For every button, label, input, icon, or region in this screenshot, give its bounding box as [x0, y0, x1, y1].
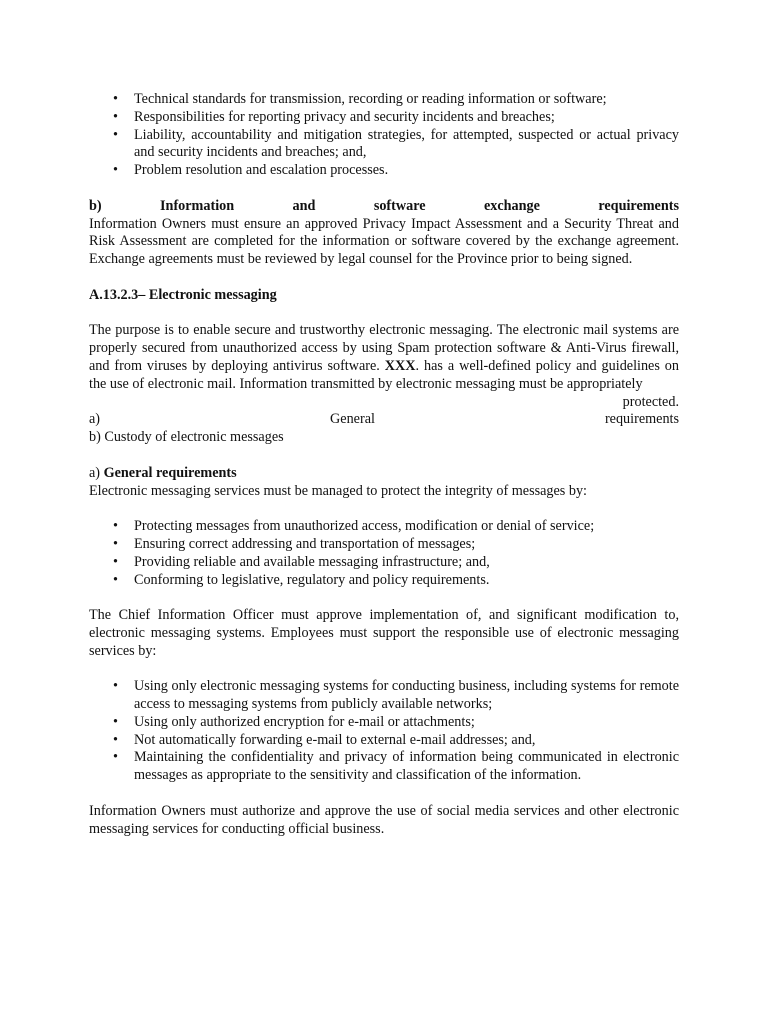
list-item: • Providing reliable and available messaging infrastructure; and, [89, 554, 679, 572]
purpose-text-after: . has a well-defined policy and guidelines on the use of electronic mail. Information transmitted by electronic messaging must be appropriately [89, 357, 679, 392]
list-a-word: requirements [604, 411, 679, 428]
list-item: • Technical standards for transmission, recording or reading information or software; [89, 91, 679, 109]
section-b-body: Information Owners must ensure an approved Privacy Impact Assessment and a Security Threat and Risk Assessment are completed for the information or software covered by the exchange agreement. Exchange agreements must be reviewed by legal counsel for the Province prior to being signed. [89, 215, 679, 268]
closing-paragraph: Information Owners must authorize and approve the use of social media services and other electronic messaging services for conducting official business. [89, 802, 679, 837]
list-item: • Using only authorized encryption for e-mail or attachments; [89, 714, 679, 732]
label-bold: General requirements [103, 464, 237, 481]
general-requirements-label [89, 465, 679, 483]
section-title [89, 287, 679, 305]
heading-word: and [292, 197, 316, 214]
list-item: • Problem resolution and escalation processes. [89, 162, 679, 180]
heading-word: requirements [598, 197, 679, 214]
list-item: • Responsibilities for reporting privacy and security incidents and breaches; [89, 109, 679, 127]
list-item: • Maintaining the confidentiality and privacy of information being communicated in electronic messages as appropriate to the sensitivity and classification of the information. [89, 749, 679, 785]
list-a-word: General [330, 411, 375, 428]
document-page [89, 91, 679, 838]
list-item: • Ensuring correct addressing and transportation of messages; [89, 536, 679, 554]
heading-word: exchange [483, 197, 540, 214]
section-b-heading [89, 198, 679, 216]
list-item: • Liability, accountability and mitigation strategies, for attempted, suspected or actual privacy and security incidents and breaches; and, [89, 127, 679, 163]
purpose-text-before: The purpose is to enable secure and trustworthy electronic messaging. The electronic mail systems are properly secured from unauthorized access by using Spam protection software & Anti-Virus firewall, and from viruses by deploying antivirus software. [89, 322, 679, 374]
organization-name: XXX [384, 357, 416, 374]
purpose-list-a [89, 411, 679, 429]
general-requirements-bullet-list [89, 518, 679, 589]
cio-paragraph: The Chief Information Officer must approve implementation of, and significant modification to, electronic messaging systems. Employees must support the responsible use of electronic messaging services by: [89, 607, 679, 659]
label-prefix: a) [89, 464, 104, 481]
section-title-text: A.13.2.3– Electronic messaging [89, 286, 277, 303]
intro-bullet-list [89, 91, 679, 180]
purpose-last-word: protected. [622, 393, 679, 410]
list-item: • Using only electronic messaging systems for conducting business, including systems for remote access to messaging systems from publicly available networks; [89, 678, 679, 714]
heading-word: software [373, 197, 426, 214]
cio-bullet-list [89, 678, 679, 785]
general-requirements-intro: Electronic messaging services must be managed to protect the integrity of messages by: [89, 482, 587, 499]
heading-word: Information [160, 197, 235, 214]
purpose-paragraph [89, 322, 679, 393]
list-item: • Not automatically forwarding e-mail to external e-mail addresses; and, [89, 732, 679, 750]
list-item: • Protecting messages from unauthorized access, modification or denial of service; [89, 518, 679, 536]
list-a-word: a) [89, 411, 101, 428]
list-item: • Conforming to legislative, regulatory and policy requirements. [89, 572, 679, 590]
heading-word: b) [89, 197, 102, 214]
purpose-list-b: b) Custody of electronic messages [89, 429, 284, 446]
